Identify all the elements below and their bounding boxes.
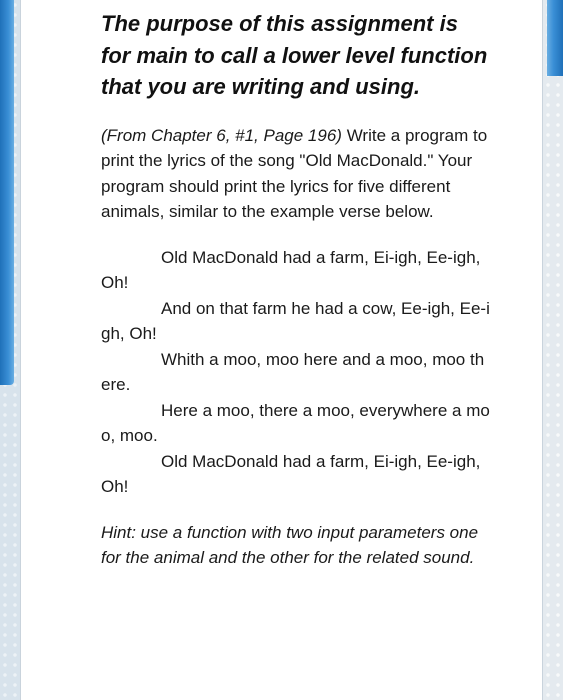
left-scroll-accent[interactable] bbox=[0, 0, 14, 385]
right-accent-bar bbox=[547, 0, 563, 76]
verse-line: Whith a moo, moo here and a moo, moo there. bbox=[101, 349, 485, 394]
verse-line: And on that farm he had a cow, Ee-igh, Ee-igh, Oh! bbox=[101, 298, 490, 343]
document-body bbox=[101, 8, 493, 571]
verse-line: Here a moo, there a moo, everywhere a moo, moo. bbox=[101, 400, 490, 445]
hint-text: Hint: use a function with two input parameters one for the animal and the other for the related sound. bbox=[101, 522, 479, 567]
verse-line: Old MacDonald had a farm, Ei-igh, Ee-igh, Oh! bbox=[101, 451, 481, 496]
chapter-reference: (From Chapter 6, #1, Page 196) bbox=[101, 125, 342, 145]
verse-line: Old MacDonald had a farm, Ei-igh, Ee-igh, Oh! bbox=[101, 247, 481, 292]
document-panel bbox=[20, 0, 543, 700]
assignment-description bbox=[101, 123, 493, 225]
assignment-heading: The purpose of this assignment is for main to call a lower level function that you are writing and using. bbox=[101, 11, 488, 99]
example-verse bbox=[101, 245, 493, 500]
description-text: Write a program to print the lyrics of the song "Old MacDonald." Your program should print the lyrics for five different animals, similar to the example verse below. bbox=[101, 125, 488, 221]
right-background-pattern bbox=[543, 0, 563, 700]
